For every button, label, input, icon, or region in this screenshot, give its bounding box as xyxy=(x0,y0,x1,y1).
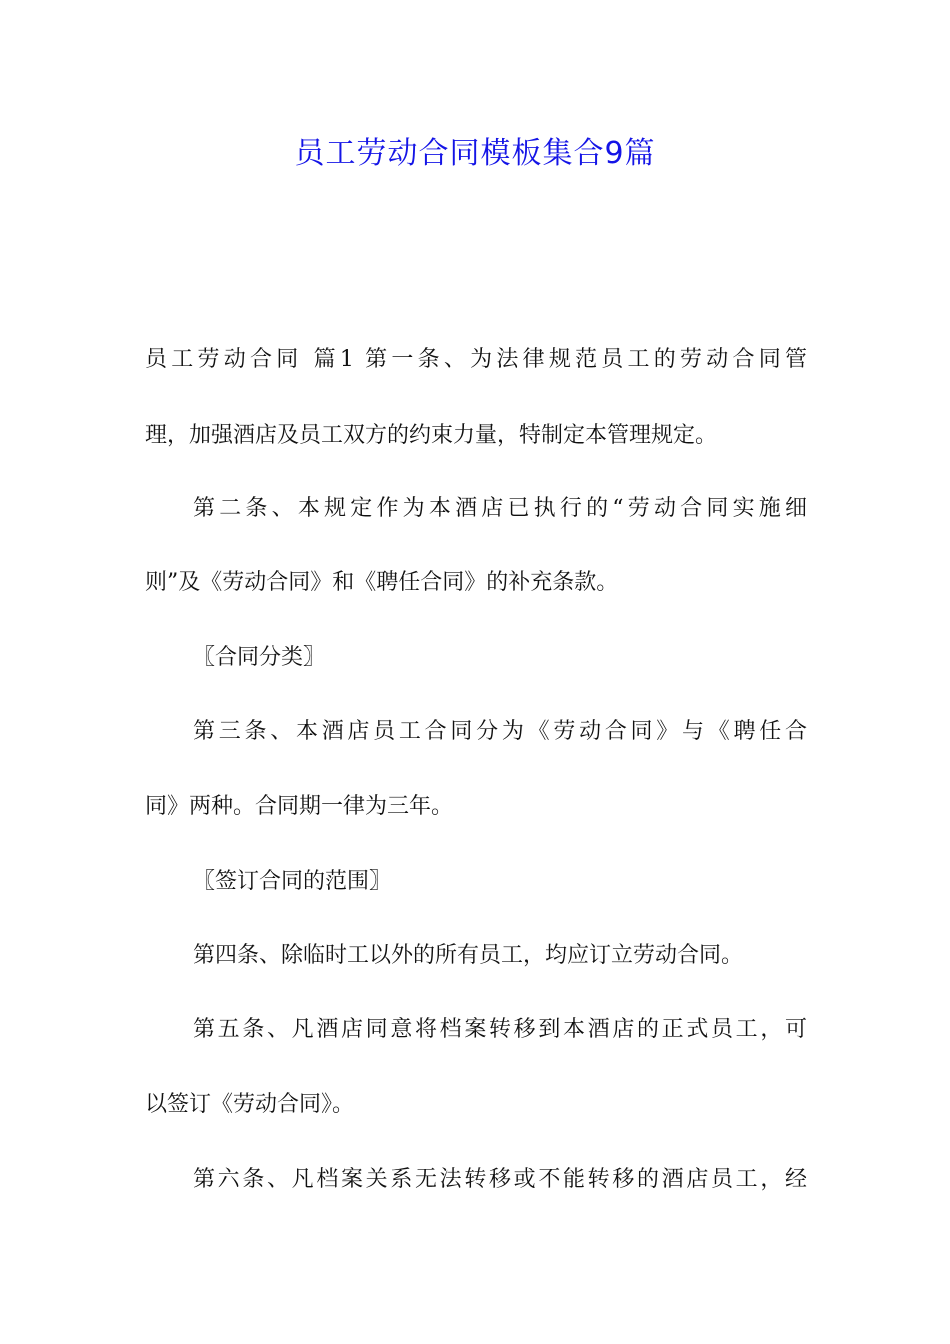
paragraph-line: 第三条、本酒店员工合同分为《劳动合同》与《聘任合 xyxy=(193,719,807,744)
document-title: 员工劳动合同模板集合9篇 xyxy=(294,136,656,171)
paragraph-line: 同》两种。合同期一律为三年。 xyxy=(145,794,454,819)
paragraph-line: 第二条、本规定作为本酒店已执行的“劳动合同实施细 xyxy=(193,496,807,521)
paragraph-line: 以签订《劳动合同》。 xyxy=(145,1092,355,1117)
paragraph-line: 第六条、凡档案关系无法转移或不能转移的酒店员工，经 xyxy=(193,1167,807,1192)
paragraph-line: 第五条、凡酒店同意将档案转移到本酒店的正式员工，可 xyxy=(193,1017,807,1042)
section-heading: 〖签订合同的范围〗 xyxy=(193,869,392,894)
paragraph-line: 员工劳动合同 篇1 第一条、为法律规范员工的劳动合同管 xyxy=(145,347,807,372)
paragraph-line: 第四条、除临时工以外的所有员工，均应订立劳动合同。 xyxy=(193,943,744,968)
section-heading: 〖合同分类〗 xyxy=(193,645,326,670)
paragraph-line: 理，加强酒店及员工双方的约束力量，特制定本管理规定。 xyxy=(145,423,718,448)
paragraph-line: 则”及《劳动合同》和《聘任合同》的补充条款。 xyxy=(145,570,619,595)
